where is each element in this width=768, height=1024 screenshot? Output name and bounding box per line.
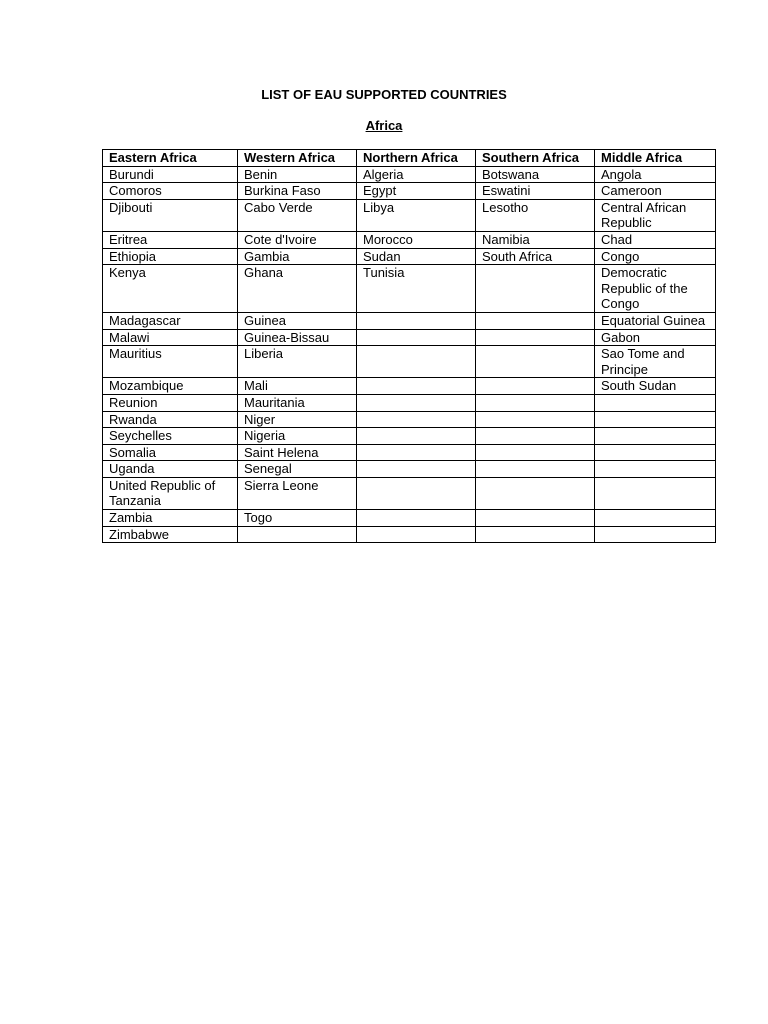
cell-northern-africa: Tunisia <box>357 265 476 313</box>
cell-western-africa: Gambia <box>238 248 357 265</box>
cell-southern-africa <box>476 444 595 461</box>
cell-southern-africa <box>476 312 595 329</box>
header-northern-africa: Northern Africa <box>357 150 476 167</box>
cell-northern-africa <box>357 444 476 461</box>
cell-southern-africa: Botswana <box>476 166 595 183</box>
cell-eastern-africa: Uganda <box>103 461 238 478</box>
cell-middle-africa <box>595 510 716 527</box>
cell-southern-africa: Lesotho <box>476 199 595 231</box>
cell-southern-africa <box>476 526 595 543</box>
cell-eastern-africa: Malawi <box>103 329 238 346</box>
cell-western-africa: Cabo Verde <box>238 199 357 231</box>
table-row <box>103 510 716 527</box>
table-row <box>103 394 716 411</box>
cell-northern-africa <box>357 510 476 527</box>
table-row <box>103 312 716 329</box>
cell-eastern-africa: Comoros <box>103 183 238 200</box>
cell-eastern-africa: Mauritius <box>103 346 238 378</box>
table-row <box>103 444 716 461</box>
cell-western-africa: Guinea <box>238 312 357 329</box>
cell-eastern-africa: Ethiopia <box>103 248 238 265</box>
header-eastern-africa: Eastern Africa <box>103 150 238 167</box>
table-header <box>103 150 716 167</box>
cell-southern-africa <box>476 428 595 445</box>
cell-eastern-africa: Seychelles <box>103 428 238 445</box>
cell-southern-africa <box>476 510 595 527</box>
cell-middle-africa <box>595 394 716 411</box>
header-southern-africa: Southern Africa <box>476 150 595 167</box>
cell-eastern-africa: Eritrea <box>103 231 238 248</box>
cell-eastern-africa: Burundi <box>103 166 238 183</box>
cell-western-africa <box>238 526 357 543</box>
cell-western-africa: Liberia <box>238 346 357 378</box>
cell-northern-africa: Egypt <box>357 183 476 200</box>
cell-northern-africa <box>357 526 476 543</box>
cell-middle-africa <box>595 411 716 428</box>
cell-western-africa: Nigeria <box>238 428 357 445</box>
cell-middle-africa: Democratic Republic of the Congo <box>595 265 716 313</box>
cell-middle-africa <box>595 526 716 543</box>
cell-western-africa: Mali <box>238 378 357 395</box>
cell-eastern-africa: Reunion <box>103 394 238 411</box>
cell-northern-africa <box>357 477 476 509</box>
table-row <box>103 166 716 183</box>
cell-middle-africa: Congo <box>595 248 716 265</box>
cell-southern-africa <box>476 346 595 378</box>
header-western-africa: Western Africa <box>238 150 357 167</box>
cell-middle-africa <box>595 444 716 461</box>
cell-western-africa: Togo <box>238 510 357 527</box>
cell-western-africa: Niger <box>238 411 357 428</box>
cell-western-africa: Benin <box>238 166 357 183</box>
cell-middle-africa <box>595 477 716 509</box>
cell-southern-africa <box>476 394 595 411</box>
cell-eastern-africa: Kenya <box>103 265 238 313</box>
cell-northern-africa <box>357 312 476 329</box>
cell-middle-africa: South Sudan <box>595 378 716 395</box>
cell-northern-africa: Libya <box>357 199 476 231</box>
cell-middle-africa: Angola <box>595 166 716 183</box>
cell-eastern-africa: Zambia <box>103 510 238 527</box>
cell-middle-africa: Sao Tome and Principe <box>595 346 716 378</box>
cell-western-africa: Cote d'Ivoire <box>238 231 357 248</box>
table-row <box>103 248 716 265</box>
table-row <box>103 378 716 395</box>
cell-southern-africa <box>476 329 595 346</box>
cell-northern-africa: Algeria <box>357 166 476 183</box>
cell-southern-africa <box>476 411 595 428</box>
cell-middle-africa: Cameroon <box>595 183 716 200</box>
cell-eastern-africa: Mozambique <box>103 378 238 395</box>
cell-middle-africa: Equatorial Guinea <box>595 312 716 329</box>
cell-southern-africa: Namibia <box>476 231 595 248</box>
cell-northern-africa: Morocco <box>357 231 476 248</box>
cell-eastern-africa: Madagascar <box>103 312 238 329</box>
cell-western-africa: Ghana <box>238 265 357 313</box>
table-row <box>103 231 716 248</box>
cell-northern-africa <box>357 346 476 378</box>
cell-eastern-africa: Zimbabwe <box>103 526 238 543</box>
header-middle-africa: Middle Africa <box>595 150 716 167</box>
document-title: LIST OF EAU SUPPORTED COUNTRIES <box>261 87 507 102</box>
cell-northern-africa <box>357 378 476 395</box>
cell-northern-africa: Sudan <box>357 248 476 265</box>
cell-southern-africa: Eswatini <box>476 183 595 200</box>
table-row <box>103 346 716 378</box>
cell-eastern-africa: Rwanda <box>103 411 238 428</box>
cell-middle-africa: Chad <box>595 231 716 248</box>
cell-eastern-africa: Somalia <box>103 444 238 461</box>
table-row <box>103 428 716 445</box>
table-body <box>103 166 716 543</box>
cell-northern-africa <box>357 329 476 346</box>
cell-northern-africa <box>357 428 476 445</box>
cell-southern-africa <box>476 461 595 478</box>
countries-table <box>102 149 716 543</box>
table-row <box>103 265 716 313</box>
cell-western-africa: Mauritania <box>238 394 357 411</box>
cell-middle-africa: Gabon <box>595 329 716 346</box>
cell-middle-africa: Central African Republic <box>595 199 716 231</box>
table-row <box>103 477 716 509</box>
cell-western-africa: Guinea-Bissau <box>238 329 357 346</box>
table-row <box>103 183 716 200</box>
table-row <box>103 526 716 543</box>
table-row <box>103 199 716 231</box>
cell-eastern-africa: United Republic of Tanzania <box>103 477 238 509</box>
cell-southern-africa <box>476 477 595 509</box>
cell-middle-africa <box>595 461 716 478</box>
cell-western-africa: Saint Helena <box>238 444 357 461</box>
header-row <box>103 150 716 167</box>
cell-eastern-africa: Djibouti <box>103 199 238 231</box>
cell-middle-africa <box>595 428 716 445</box>
cell-northern-africa <box>357 411 476 428</box>
cell-southern-africa: South Africa <box>476 248 595 265</box>
region-heading: Africa <box>365 118 403 133</box>
table-row <box>103 411 716 428</box>
cell-western-africa: Burkina Faso <box>238 183 357 200</box>
cell-southern-africa <box>476 265 595 313</box>
cell-western-africa: Senegal <box>238 461 357 478</box>
cell-northern-africa <box>357 461 476 478</box>
cell-southern-africa <box>476 378 595 395</box>
cell-northern-africa <box>357 394 476 411</box>
cell-western-africa: Sierra Leone <box>238 477 357 509</box>
table-row <box>103 329 716 346</box>
table-row <box>103 461 716 478</box>
